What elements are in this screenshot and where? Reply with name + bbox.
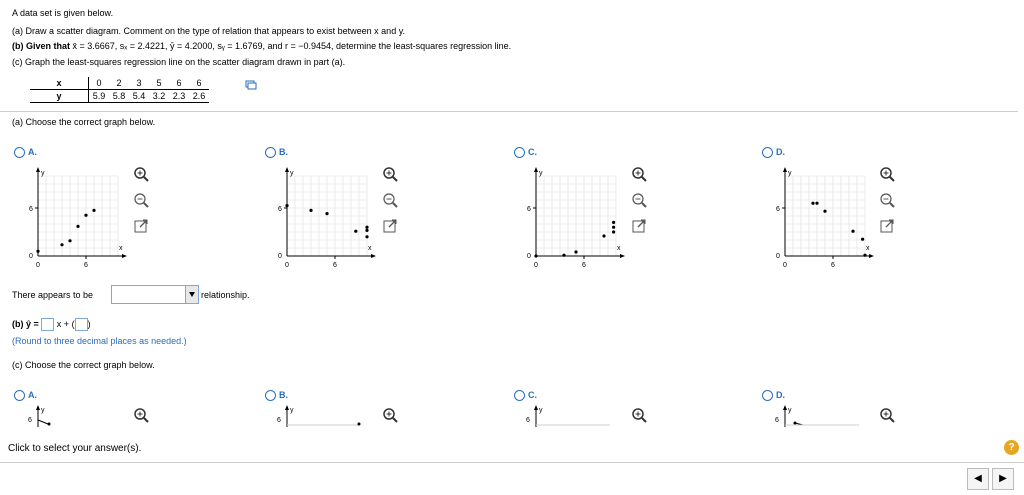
- axis-label-x: x: [866, 245, 870, 252]
- zoom-in-icon[interactable]: [133, 407, 149, 423]
- rounding-note: (Round to three decimal places as needed.): [12, 336, 187, 346]
- scatter-plot-c: [526, 164, 626, 274]
- tick-label: 6: [775, 417, 779, 424]
- x-plus-text: x +: [56, 318, 70, 329]
- scatter-plot-d: [775, 164, 875, 274]
- data-point: [861, 238, 864, 241]
- radio-b[interactable]: [265, 147, 276, 158]
- partial-plot-b: [277, 405, 377, 427]
- zoom-in-icon[interactable]: [879, 166, 895, 182]
- data-point: [354, 230, 357, 233]
- table-cell: 5.9: [89, 90, 110, 103]
- table-row-y: [30, 90, 209, 103]
- data-point: [815, 202, 818, 205]
- table-cell: 6: [169, 77, 189, 90]
- data-point: [60, 243, 63, 246]
- y-axis-arrow-icon: [783, 167, 787, 172]
- part-b-prefix: (b) Given that: [12, 41, 70, 51]
- data-point: [92, 209, 95, 212]
- option-label: D.: [776, 390, 785, 400]
- radio-a[interactable]: [14, 147, 25, 158]
- tick-label-x: 6: [84, 262, 88, 269]
- data-point: [48, 423, 51, 426]
- radio-c-a[interactable]: [14, 390, 25, 401]
- chevron-down-icon[interactable]: [185, 286, 198, 303]
- axis-label-x: x: [368, 245, 372, 252]
- zoom-out-icon[interactable]: [631, 192, 647, 208]
- data-point: [285, 204, 288, 207]
- radio-c-b[interactable]: [265, 390, 276, 401]
- data-point: [811, 202, 814, 205]
- footer-divider: [0, 462, 1024, 463]
- tick-label-x: 0: [285, 262, 289, 269]
- axis-label-y: y: [41, 407, 45, 414]
- axis-label-y: y: [788, 407, 792, 414]
- tick-label-y: 0: [278, 253, 282, 260]
- data-point: [76, 225, 79, 228]
- option-a[interactable]: [14, 147, 37, 158]
- radio-c-d[interactable]: [762, 390, 773, 401]
- tick-label-y: 6: [29, 206, 33, 213]
- data-point: [534, 254, 537, 257]
- option-c-c[interactable]: [514, 390, 537, 401]
- table-row-x: [30, 77, 209, 90]
- option-c-d[interactable]: [762, 390, 785, 401]
- expand-icon[interactable]: [631, 218, 647, 234]
- tick-label-y: 6: [278, 206, 282, 213]
- graph-tools-b: [382, 166, 400, 244]
- y-axis-arrow-icon: [285, 167, 289, 172]
- option-label: A.: [28, 390, 37, 400]
- tick-label-x: 0: [783, 262, 787, 269]
- table-cell: 2.6: [189, 90, 209, 103]
- option-d[interactable]: [762, 147, 785, 158]
- help-icon[interactable]: ?: [1004, 440, 1019, 455]
- x-axis-arrow-icon: [869, 254, 874, 258]
- zoom-in-icon[interactable]: [133, 166, 149, 182]
- partial-plot-c: [526, 405, 626, 427]
- data-point: [325, 212, 328, 215]
- option-label: C.: [528, 390, 537, 400]
- question-part-c: (c) Graph the least-squares regression line on the scatter diagram drawn in part (a).: [12, 57, 346, 67]
- data-point: [84, 214, 87, 217]
- section-c-prompt: (c) Choose the correct graph below.: [12, 360, 155, 370]
- tick-label-y: 6: [527, 206, 531, 213]
- option-label: B.: [279, 390, 288, 400]
- table-cell: 6: [189, 77, 209, 90]
- zoom-out-icon[interactable]: [382, 192, 398, 208]
- axis-label-y: y: [539, 407, 543, 414]
- radio-d[interactable]: [762, 147, 773, 158]
- table-header-x: x: [30, 77, 89, 90]
- question-part-b: [12, 41, 511, 51]
- zoom-in-icon[interactable]: [631, 407, 647, 423]
- axis-label-y: y: [788, 170, 792, 177]
- data-point: [358, 423, 361, 426]
- radio-c-c[interactable]: [514, 390, 525, 401]
- data-point: [562, 254, 565, 257]
- question-intro: A data set is given below.: [12, 8, 114, 18]
- zoom-in-icon[interactable]: [631, 166, 647, 182]
- table-cell: 0: [89, 77, 110, 90]
- data-point: [823, 210, 826, 213]
- data-point: [612, 221, 615, 224]
- data-point: [612, 226, 615, 229]
- tick-label-x: 6: [333, 262, 337, 269]
- tick-label: 6: [277, 417, 281, 424]
- y-axis-arrow-icon: [534, 167, 538, 172]
- tick-label-x: 0: [36, 262, 40, 269]
- tick-label-y: 0: [29, 253, 33, 260]
- relationship-prefix: There appears to be: [12, 290, 94, 300]
- radio-c[interactable]: [514, 147, 525, 158]
- axis-label-x: x: [617, 245, 621, 252]
- axis-label-y: y: [290, 407, 294, 414]
- question-part-a: (a) Draw a scatter diagram. Comment on the type of relation that appears to exist between x and y.: [12, 26, 406, 36]
- option-b[interactable]: [265, 147, 288, 158]
- x-axis-arrow-icon: [371, 254, 376, 258]
- option-label: C.: [528, 147, 537, 157]
- zoom-in-icon[interactable]: [879, 407, 895, 423]
- divider: [0, 111, 1018, 112]
- data-point: [365, 235, 368, 238]
- section-a-prompt: (a) Choose the correct graph below.: [12, 117, 156, 127]
- status-text: Click to select your answer(s).: [8, 443, 142, 454]
- option-c[interactable]: [514, 147, 537, 158]
- copy-data-icon[interactable]: [245, 80, 257, 90]
- data-point: [365, 226, 368, 229]
- yhat-label: (b) ŷ =: [12, 318, 39, 329]
- table-cell: 5.4: [129, 90, 149, 103]
- data-point: [68, 239, 71, 242]
- tick-label-y: 0: [527, 253, 531, 260]
- part-b-stats: x̄ = 3.6667, sₓ = 2.4221, ȳ = 4.2000, sᵧ = 1.6769, and r = −0.9454, determine the least-squares regression line.: [72, 41, 512, 51]
- relationship-suffix: relationship.: [201, 290, 250, 300]
- option-c-a[interactable]: [14, 390, 37, 401]
- tick-label-y: 6: [776, 206, 780, 213]
- zoom-out-icon[interactable]: [879, 192, 895, 208]
- data-point: [863, 254, 866, 257]
- data-point: [612, 230, 615, 233]
- expand-icon[interactable]: [879, 218, 895, 234]
- data-point: [36, 250, 39, 253]
- y-axis-arrow-icon: [36, 167, 40, 172]
- axis-label-y: y: [41, 170, 45, 177]
- axis-label-y: y: [290, 170, 294, 177]
- partial-plot-d: [775, 405, 875, 427]
- expand-icon[interactable]: [382, 218, 398, 234]
- graph-tools-d: [879, 166, 897, 244]
- tick-label: 6: [28, 417, 32, 424]
- option-label: B.: [279, 147, 288, 157]
- table-cell: 5.8: [109, 90, 129, 103]
- data-point: [309, 209, 312, 212]
- x-axis-arrow-icon: [620, 254, 625, 258]
- intercept-input[interactable]: [75, 318, 88, 331]
- paren-close: ): [87, 318, 91, 329]
- prev-button[interactable]: ◀: [967, 468, 989, 490]
- tick-label-x: 6: [831, 262, 835, 269]
- option-c-b[interactable]: [265, 390, 288, 401]
- table-cell: 3: [129, 77, 149, 90]
- tick-label: 6: [526, 417, 530, 424]
- slope-input[interactable]: [41, 318, 54, 331]
- axis-label-y: y: [539, 170, 543, 177]
- table-cell: 3.2: [149, 90, 169, 103]
- zoom-out-icon[interactable]: [133, 192, 149, 208]
- paren-open: (: [71, 318, 75, 329]
- data-table: [30, 77, 209, 103]
- graph-tools-c: [631, 166, 649, 244]
- table-header-y: y: [30, 90, 89, 103]
- relationship-dropdown[interactable]: [111, 285, 199, 304]
- x-axis-arrow-icon: [122, 254, 127, 258]
- tick-label-x: 6: [582, 262, 586, 269]
- zoom-in-icon[interactable]: [382, 166, 398, 182]
- option-label: A.: [28, 147, 37, 157]
- data-point: [365, 229, 368, 232]
- tick-label-x: 0: [534, 262, 538, 269]
- next-button[interactable]: ▶: [992, 468, 1014, 490]
- scatter-plot-a: [28, 164, 128, 274]
- data-point: [851, 230, 854, 233]
- option-label: D.: [776, 147, 785, 157]
- graph-tools-a: [133, 166, 151, 244]
- part-b-equation: [12, 318, 91, 331]
- zoom-in-icon[interactable]: [382, 407, 398, 423]
- tick-label-y: 0: [776, 253, 780, 260]
- data-point: [602, 234, 605, 237]
- data-point: [574, 250, 577, 253]
- partial-plot-a: [28, 405, 128, 427]
- table-cell: 5: [149, 77, 169, 90]
- expand-icon[interactable]: [133, 218, 149, 234]
- scatter-plot-b: [277, 164, 377, 274]
- axis-label-x: x: [119, 245, 123, 252]
- table-cell: 2.3: [169, 90, 189, 103]
- table-cell: 2: [109, 77, 129, 90]
